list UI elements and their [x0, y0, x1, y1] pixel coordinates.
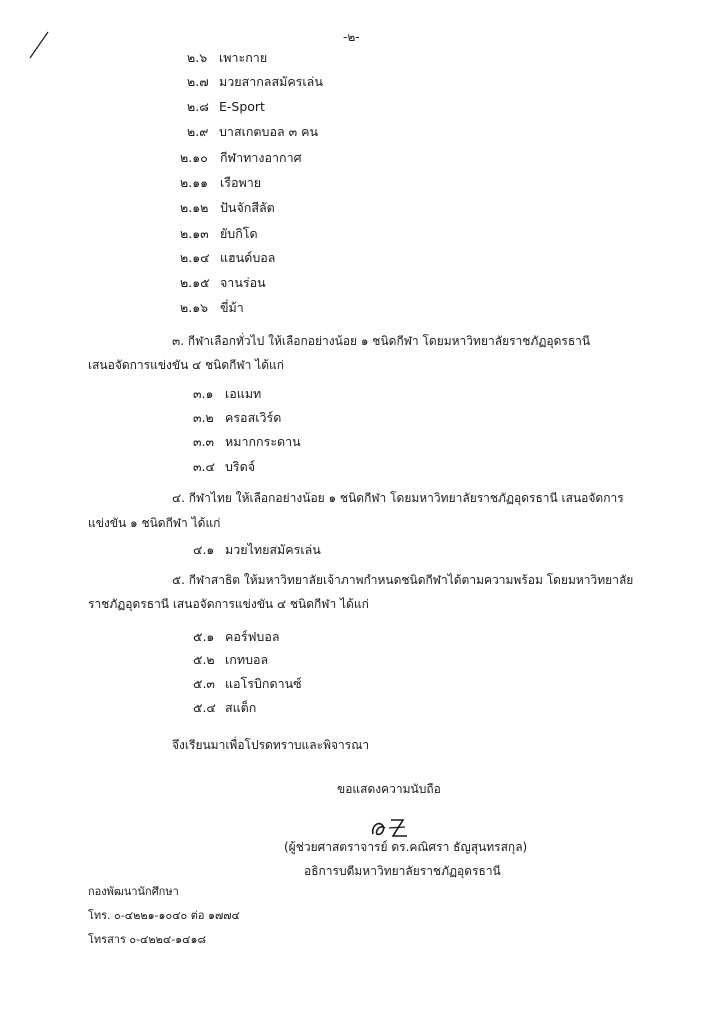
page-number: -๒- — [343, 30, 360, 44]
list-item: ๔.๑ มวยไทยสมัครเล่น — [193, 542, 321, 557]
signer-name: (ผู้ช่วยศาสตราจารย์ ดร.คณิศรา ธัญสุนทรสกุล) — [284, 840, 528, 854]
list-item: ๓.๔ บริดจ์ — [193, 459, 256, 474]
section3-heading: ๓. กีฬาเลือกทั่วไป ให้เลือกอย่างน้อย ๑ ชนิดกีฬา โดยมหาวิทยาลัยราชภัฏอุดรธานี — [172, 334, 591, 348]
list-item: ๒.๘ E-Sport — [187, 99, 265, 114]
list-item: ๒.๑๒ ปันจักสีลัต — [180, 200, 275, 215]
list-item: ๒.๑๔ แฮนด์บอล — [180, 250, 276, 265]
list-item: ๒.๙ บาสเกตบอล ๓ คน — [187, 124, 319, 139]
list-item: ๒.๑๑ เรือพาย — [180, 175, 262, 190]
section5-continuation: ราชภัฏอุดรธานี เสนอจัดการแข่งขัน ๔ ชนิดกีฬา ได้แก่ — [88, 597, 369, 611]
closing-request: จึงเรียนมาเพื่อโปรดทราบและพิจารณา — [172, 738, 370, 752]
list-item: ๒.๖ เพาะกาย — [187, 50, 268, 65]
signer-title: อธิการบดีมหาวิทยาลัยราชภัฏอุดรธานี — [304, 864, 501, 878]
list-item: ๓.๒ ครอสเวิร์ด — [193, 410, 282, 425]
list-item: ๒.๑๐ กีฬาทางอากาศ — [180, 150, 302, 165]
list-item: ๒.๑๓ ยับกิโด — [180, 226, 258, 241]
footer-fax: โทรสาร ๐-๔๒๒๔-๑๔๑๘ — [88, 933, 206, 946]
section5-heading: ๕. กีฬาสาธิต ให้มหาวิทยาลัยเจ้าภาพกำหนดชนิดกีฬาได้ตามความพร้อม โดยมหาวิทยาลัย — [172, 573, 634, 587]
footer-department: กองพัฒนานักศึกษา — [88, 885, 179, 898]
list-item: ๒.๑๕ จานร่อน — [180, 275, 266, 290]
list-item: ๕.๔ สแต็ก — [193, 700, 257, 715]
list-item: ๕.๑ คอร์ฟบอล — [193, 629, 280, 644]
list-item: ๓.๑ เอแมท — [193, 386, 262, 401]
list-item: ๕.๓ แอโรบิกดานซ์ — [193, 676, 302, 691]
list-item: ๒.๑๖ ขี่ม้า — [180, 300, 244, 315]
section4-continuation: แข่งขัน ๑ ชนิดกีฬา ได้แก่ — [88, 516, 221, 530]
section4-heading: ๔. กีฬาไทย ให้เลือกอย่างน้อย ๑ ชนิดกีฬา โดยมหาวิทยาลัยราชภัฏอุดรธานี เสนอจัดการ — [172, 491, 624, 505]
section3-continuation: เสนอจัดการแข่งขัน ๔ ชนิดกีฬา ได้แก่ — [88, 358, 285, 372]
list-item: ๒.๗ มวยสากลสมัครเล่น — [187, 74, 323, 89]
salutation: ขอแสดงความนับถือ — [337, 782, 441, 796]
list-item: ๕.๒ เกทบอล — [193, 652, 269, 667]
list-item: ๓.๓ หมากกระดาน — [193, 434, 301, 449]
pen-mark-icon — [28, 30, 50, 60]
footer-phone: โทร. ๐-๔๒๒๑-๑๐๔๐ ต่อ ๑๗๗๔ — [88, 909, 240, 922]
